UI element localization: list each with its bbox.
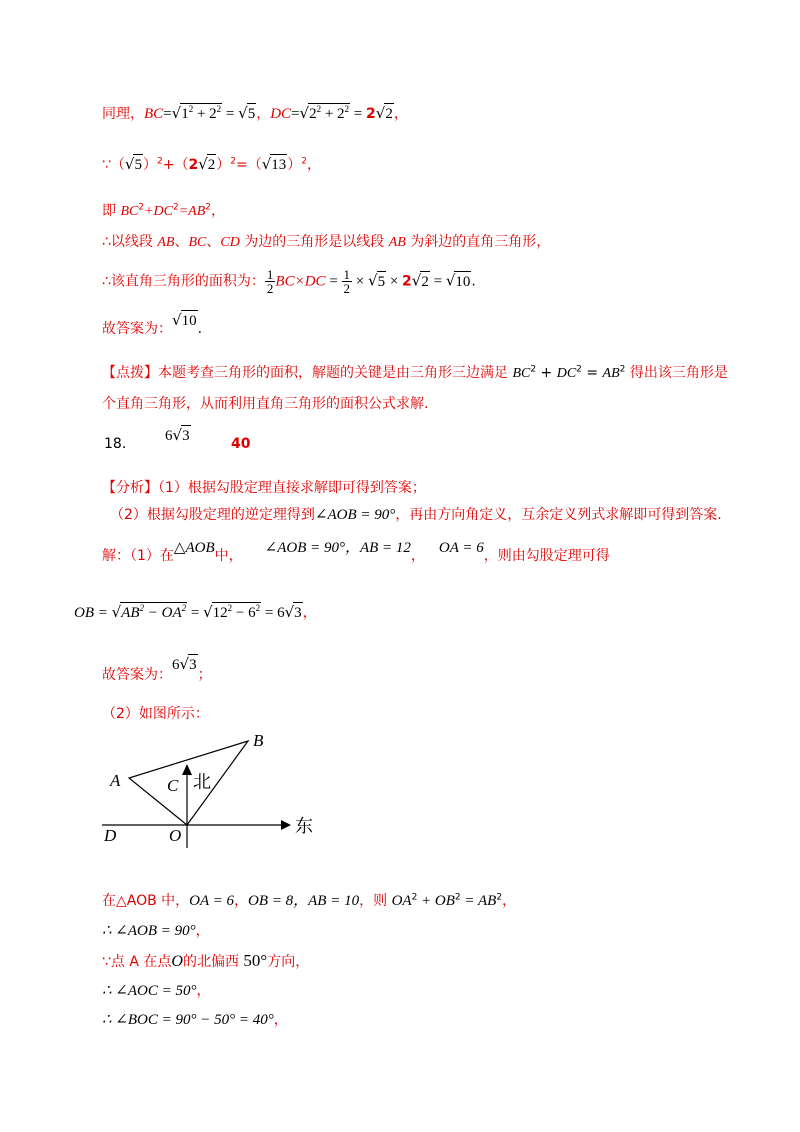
line-7: 【点拨】本题考查三角形的面积，解题的关键是由三角形三边满足 $BC^2 + DC^2 = AB^2$ 得出该三角形是 [102,364,728,381]
line-4: ∴以线段 AB、BC、CD 为边的三角形是以线段 AB 为斜边的直角三角形， [102,234,551,250]
label-o: O [169,826,182,845]
line-8: 个直角三角形，从而利用直角三角形的面积公式求解. [102,396,429,412]
line-12: 解：（1）在△AOB中， ∠AOB = 90°，AB = 12， OA = 6，则由勾股定理可得 [102,540,610,564]
line-5: ∴该直角三角形的面积为： $\frac{1}{2}$ BC×DC = $\frac{1}{2}$ × √5 × 2√2 = √10. [102,267,476,296]
label-north: 北 [193,772,211,792]
north-arrow-icon [182,764,192,775]
direction-figure [95,728,335,848]
line-18: ∵点 A 在点O的北偏西 50°方向， [102,951,310,970]
line-19: ∴ ∠AOC = 50°， [102,983,211,999]
label-a: A [110,771,121,790]
label-c: C [167,776,179,795]
line-1: 同理，$BC=√1^2 + 2^2 = √5$，$DC=√2^2 + 2^2 = 2√2$， [102,104,408,122]
triangle-aob [129,741,248,825]
answer-18-part1: 6√3 [165,426,190,444]
line-9: 18. [104,436,127,452]
text: 同理， [102,106,144,122]
line-13: OB = $√AB^2 - OA^2 = √12^2 - 6^2 = 6√3$， [74,603,317,621]
line-10: 【分析】（1）根据勾股定理直接求解即可得到答案； [102,480,426,496]
math-bc: BC [144,106,164,122]
math: = [163,106,172,122]
line-3: 即 $BC^2+DC^2=AB^2$， [102,202,226,219]
line-6: 故答案为：√10. [102,311,203,337]
line-15: （2）如图所示： [102,706,209,722]
line-17: ∴ ∠AOB = 90°， [102,923,210,939]
answer-18-part2: 40 [231,436,251,452]
line-20: ∴ ∠BOC = 90° − 50° = 40°， [102,1012,288,1028]
label-b: B [253,731,264,750]
line-16: 在△AOB 中，OA = 6，OB = 8，AB = 10，则 $OA^2 + OB^2 = AB^2$， [102,892,517,909]
line-14: 故答案为：6√3； [102,655,212,683]
line-11: （2）根据勾股定理的逆定理得到∠AOB = 90°，再由方向角定义，互余定义列式求解即可得到答案. [110,507,722,523]
line-2: $\because(√5)^2+(2√2)^2=(√13)^2$， [102,155,322,173]
east-arrow-icon [281,820,291,830]
label-d: D [104,826,117,845]
label-east: 东 [295,816,313,836]
